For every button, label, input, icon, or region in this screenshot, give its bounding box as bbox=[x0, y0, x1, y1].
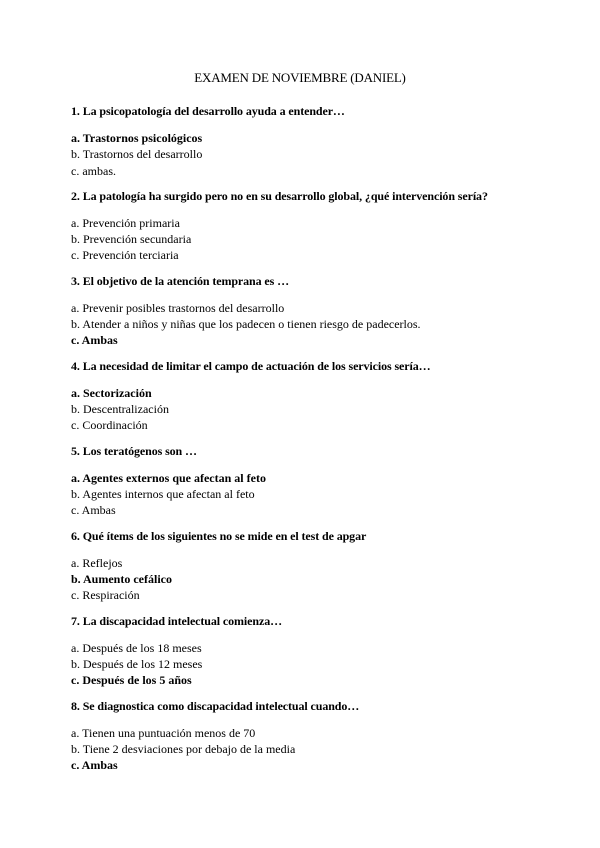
question-3: 3. El objetivo de la atención temprana es … bbox=[71, 274, 290, 288]
question-5-option-b: b. Agentes internos que afectan al feto bbox=[71, 487, 255, 501]
question-6-option-c: c. Respiración bbox=[71, 588, 140, 602]
question-3-option-b: b. Atender a niños y niñas que los padecen o tienen riesgo de padecerlos. bbox=[71, 317, 421, 331]
question-7-option-b: b. Después de los 12 meses bbox=[71, 657, 203, 671]
question-6: 6. Qué ítems de los siguientes no se mide en el test de apgar bbox=[71, 529, 367, 543]
question-3-option-a: a. Prevenir posibles trastornos del desarrollo bbox=[71, 301, 285, 315]
question-3-option-c: c. Ambas bbox=[71, 333, 118, 347]
question-6-option-b: b. Aumento cefálico bbox=[71, 572, 172, 586]
question-8: 8. Se diagnostica como discapacidad intelectual cuando… bbox=[71, 699, 360, 713]
question-8-option-c: c. Ambas bbox=[71, 758, 118, 772]
question-7: 7. La discapacidad intelectual comienza… bbox=[71, 614, 282, 628]
question-4: 4. La necesidad de limitar el campo de actuación de los servicios sería… bbox=[71, 359, 431, 373]
question-5: 5. Los teratógenos son … bbox=[71, 444, 197, 458]
exam-title: EXAMEN DE NOVIEMBRE (DANIEL) bbox=[194, 70, 406, 85]
question-4-option-b: b. Descentralización bbox=[71, 402, 169, 416]
question-2: 2. La patología ha surgido pero no en su desarrollo global, ¿qué intervención sería? bbox=[71, 189, 488, 203]
question-7-option-a: a. Después de los 18 meses bbox=[71, 641, 202, 655]
question-1-option-a: a. Trastornos psicológicos bbox=[71, 131, 203, 145]
question-5-option-c: c. Ambas bbox=[71, 503, 116, 517]
question-2-option-a: a. Prevención primaria bbox=[71, 216, 180, 230]
question-2-option-c: c. Prevención terciaria bbox=[71, 248, 179, 262]
question-8-option-a: a. Tienen una puntuación menos de 70 bbox=[71, 726, 256, 740]
question-4-option-c: c. Coordinación bbox=[71, 418, 148, 432]
question-4-option-a: a. Sectorización bbox=[71, 386, 152, 400]
question-1: 1. La psicopatología del desarrollo ayuda a entender… bbox=[71, 104, 345, 118]
question-1-option-c: c. ambas. bbox=[71, 164, 116, 178]
question-6-option-a: a. Reflejos bbox=[71, 556, 123, 570]
question-2-option-b: b. Prevención secundaria bbox=[71, 232, 192, 246]
question-5-option-a: a. Agentes externos que afectan al feto bbox=[71, 471, 266, 485]
question-8-option-b: b. Tiene 2 desviaciones por debajo de la media bbox=[71, 742, 296, 756]
question-1-option-b: b. Trastornos del desarrollo bbox=[71, 147, 203, 161]
question-7-option-c: c. Después de los 5 años bbox=[71, 673, 192, 687]
